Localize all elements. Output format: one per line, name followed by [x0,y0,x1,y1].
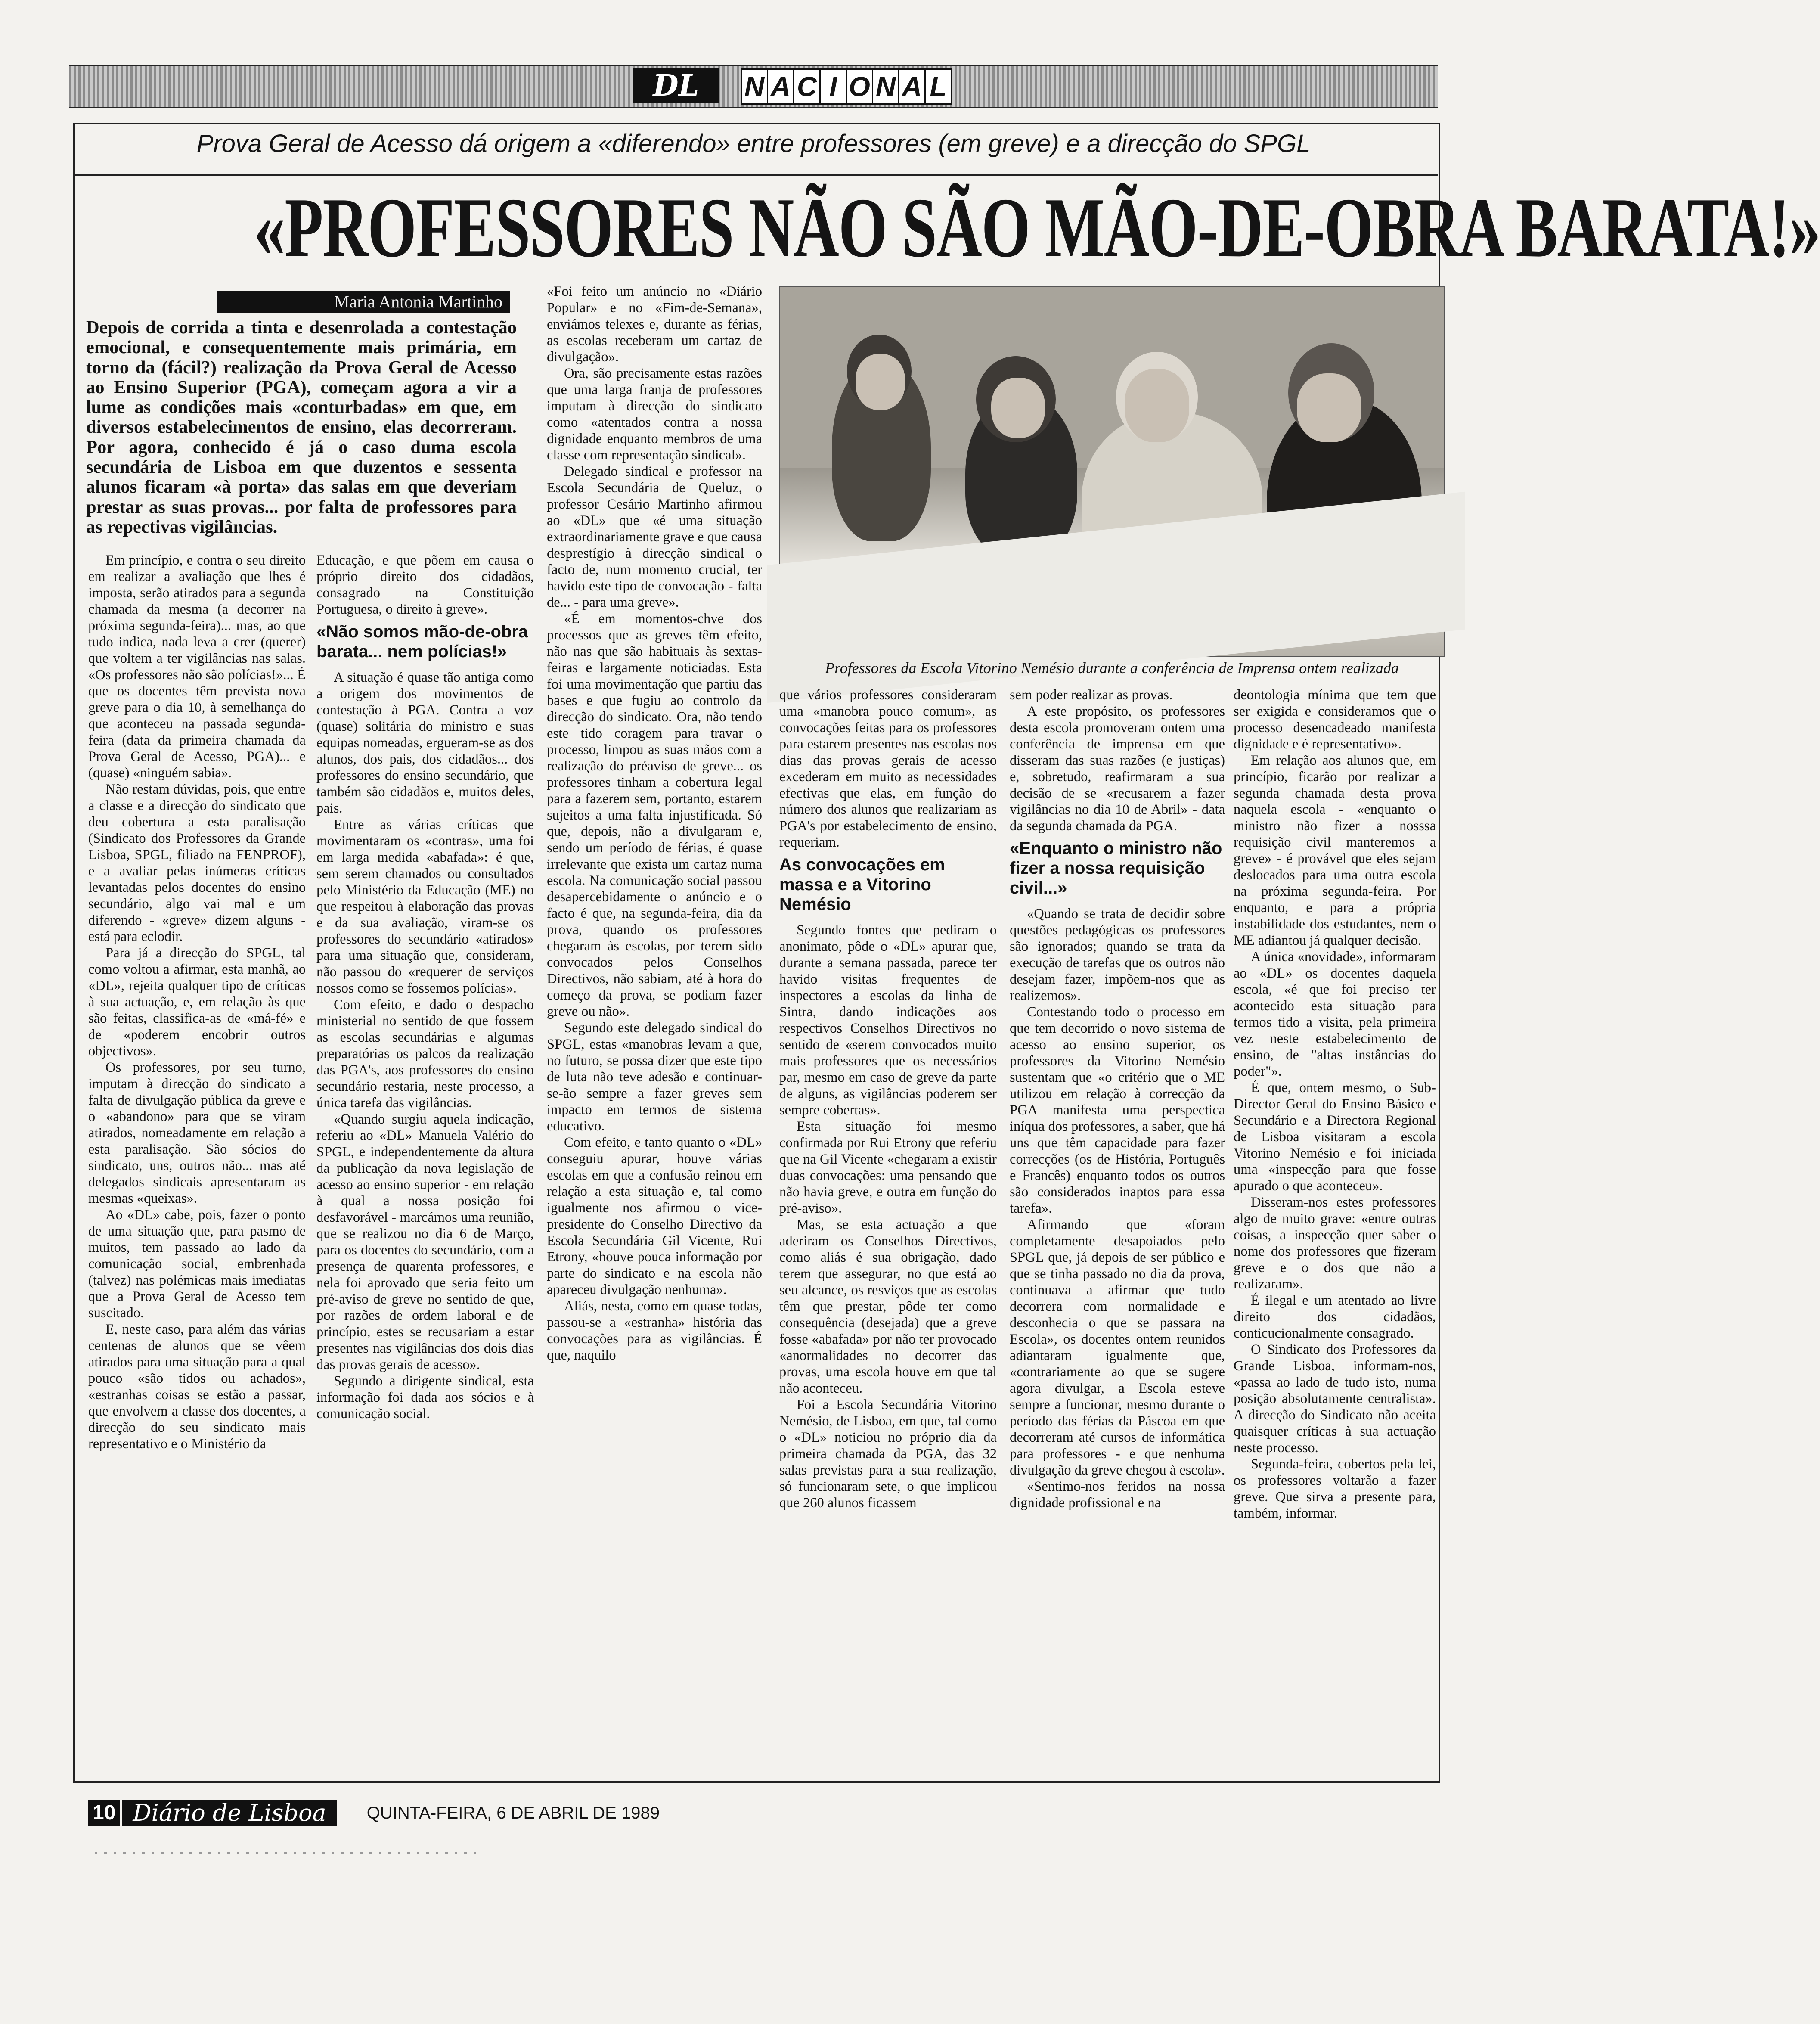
paragraph: É que, ontem mesmo, o Sub-Director Geral do Ensino Básico e Secundário e a Directora Regional de Lisboa visitaram a escola Vitorino Nemésio e foi iniciada uma «inspecção para que fosse apurado o que aconteceu». [1234,1080,1436,1194]
section-letter: N [872,68,899,105]
paragraph: Segundo a dirigente sindical, esta informação foi dada aos sócios e à comunicação social. [316,1373,534,1422]
subheading: «Não somos mão-de-obra barata... nem polícias!» [316,622,528,661]
section-letter: A [767,68,794,105]
article-column-2 [316,552,534,1422]
paragraph: É ilegal e um atentado ao livre direito dos cidadãos, conticucionalmente consagrado. [1234,1293,1436,1341]
section-letter: N [741,68,768,105]
paragraph: Contestando todo o processo em que tem decorrido o novo sistema de acesso ao ensino superior, os professores da Vitorino Nemésio sustentam que «o critério que o ME utilizou em relação à correcção da PGA manifesta uma perspectica iníqua dos professores, a saber, que há uns que têm capacidade para fazer correcções (os de História, Português e Francês) enquanto todos os outros são considerados inaptos para essa tarefa». [1010,1004,1225,1216]
paragraph: E, neste caso, para além das várias centenas de alunos que se vêem atirados para uma situação para a qual pouco «são tidos ou achados», «estranhas coisas se estão a passar, que envolvem a classe dos docentes, a direcção do seu sindicato mais representativo e o Ministério da [88,1322,306,1452]
section-letter: A [898,68,926,105]
paragraph: Entre as várias críticas que movimentaram os «contras», uma foi em larga medida «abafada»: é que, sem serem chamados ou consultados pelo Ministério da Educação (ME) no que respeitou à elaboração das provas e da sua avaliação, viram-se os professores do secundário «atirados» para uma situação que, consideram, não passou do «requerer de serviços nossos como se fossemos polícias». [316,817,534,996]
article-column-3 [547,283,762,1363]
section-label [741,68,951,103]
kicker-divider [75,174,1438,176]
section-header-band [69,65,1438,108]
section-letter: I [819,68,847,105]
paragraph: «Quando se trata de decidir sobre questões pedagógicas os professores são ignorados; quando se trata da execução de tarefas que os outros não desejam fazer, impõem-nos que as realizemos». [1010,906,1225,1003]
paragraph: A situação é quase tão antiga como a origem dos movimentos de contestação à PGA. Contra a voz (quase) solitária do ministro e suas equipas nomeadas, ergueram-se as dos alunos, dos pais, dos cidadãos... dos professores do ensino secundário, que também são cidadãos e, muitos deles, pais. [316,670,534,816]
paragraph: Ao «DL» cabe, pois, fazer o ponto de uma situação que, para pasmo de muitos, tem passado ao lado da comunicação social, embrenhada (talvez) nas polémicas mais imediatas que a Prova Geral de Acesso tem suscitado. [88,1207,306,1321]
section-letter: L [924,68,952,105]
paragraph: que vários professores consideraram uma «manobra pouco comum», as convocações feitas para os professores para estarem presentes nas escolas nos dias das provas gerais de acesso excederam em muito as necessidades efectivas que elas, em função do número dos alunos que realizariam as PGA's por estabelecimento de ensino, requeriam. [779,687,997,850]
paragraph: «Quando surgiu aquela indicação, referiu ao «DL» Manuela Valério do SPGL, e independentemente da altura da publicação da nova legislação de acesso ao ensino superior - em relação à qual a nossa posição foi desfavorável - marcámos uma reunião, que se realizou no dia 6 de Março, para os docentes do secundário, com a presença de quarenta professores, e nela foi aprovado que seria feito um pré-aviso de greve no sentido de que, por razões de ordem laboral e de princípio, estes se recusariam a estar presentes nas vigilâncias dos dois dias das provas gerais de acesso». [316,1111,534,1372]
paragraph: Mas, se esta actuação a que aderiram os Conselhos Directivos, como aliás é sua obrigação, dado terem que assegurar, no que está ao seu alcance, os resviços que as escolas têm que prestar, pôde ter como consequência (desejada) que a greve fosse «abafada» por não ter provocado «anormalidades no decorrer das provas, uma escola houve em que tal não aconteceu. [779,1217,997,1396]
paragraph: Esta situação foi mesmo confirmada por Rui Etrony que referiu que na Gil Vicente «chegaram a existir duas convocações: uma pensando que não havia greve, e outra em função do pré-aviso». [779,1119,997,1216]
paragraph: Educação, e que põem em causa o próprio direito dos cidadãos, consagrado na Constituição Portuguesa, o direito à greve». [316,553,534,617]
paragraph: Não restam dúvidas, pois, que entre a classe e a direcção do sindicato que deu cobertura a esta paralisação (Sindicato dos Professores da Grande Lisboa, SPGL, filiado na FENPROF), e a avaliar pelas inúmeras críticas levantadas pelos docentes do ensino secundário, algo vai mal e um diferendo - «greve» dizem alguns - está para eclodir. [88,782,306,944]
subheading: As convocações em massa e a Vitorino Nemésio [779,855,945,914]
paragraph: Segundo fontes que pediram o anonimato, pôde o «DL» apurar que, durante a semana passada, parece ter havido visitas frequentes de inspectores a escolas da linha de Sintra, dando indicações aos respectivos Conselhos Directivos no sentido de «serem convocados muito mais professores que os necessários par, mesmo em caso de greve da parte de alguns, as vigilâncias poderem ser sempre cobertas». [779,922,997,1118]
paragraph: deontologia mínima que tem que ser exigida e consideramos que o processo desencadeado manifesta dignidade e é representativo». [1234,687,1436,752]
photo-face [1297,373,1361,442]
section-letter: C [793,68,821,105]
paragraph: Para já a direcção do SPGL, tal como voltou a afirmar, esta manhã, ao «DL», rejeita qualquer tipo de críticas à sua actuação, e, em relação às que são feitas, classifica-as de «má-fé» e de «poderem encobrir outros objectivos». [88,945,306,1059]
paragraph: Ora, são precisamente estas razões que uma larga franja de professores imputam à direcção do sindicato como «atentados contra a nossa dignidade enquanto membros de uma classe com representação sindical». [547,366,762,463]
paragraph: Segunda-feira, cobertos pela lei, os professores voltarão a fazer greve. Que sirva a presente para, também, informar. [1234,1456,1436,1521]
paragraph: Segundo este delegado sindical do SPGL, estas «manobras levam a que, no futuro, se possa dizer que este tipo de luta não teve adesão e continuar-se-ão sempre a fazer greves sem impacto em termos de sistema educativo. [547,1020,762,1134]
paragraph: Disseram-nos estes professores algo de muito grave: «entre outras coisas, a inspecção quer saber o nome dos professores que fizeram greve e o dos que não a realizaram». [1234,1195,1436,1292]
article-column-1 [88,552,306,1452]
photo-caption: Professores da Escola Vitorino Nemésio durante a conferência de Imprensa ontem realizada [825,659,1399,677]
paragraph: Em princípio, e contra o seu direito em realizar a avaliação que lhes é imposta, serão atirados para a segunda chamada da mesma (a decorrer na próxima segunda-feira)... mas, ao que tudo indica, nada leva a crer (querer) que voltem a ter vigilâncias nas salas. «Os professores não são polícias!»... É que os docentes têm prevista nova greve para o dia 10, à semelhança do que aconteceu na passada segunda-feira (data da primeira chamada da Prova Geral de Acesso, PGA)... e (quase) «ninguém sabia». [88,553,306,781]
paragraph: «Sentimo-nos feridos na nossa dignidade profissional e na [1010,1479,1225,1511]
photo-face [1125,369,1189,442]
section-letter: O [846,68,873,105]
article-column-4 [779,687,997,1511]
issue-date: QUINTA-FEIRA, 6 DE ABRIL DE 1989 [366,1803,660,1822]
article-column-6 [1234,687,1436,1521]
page-footer [88,1800,660,1826]
paragraph: Em relação aos alunos que, em princípio, ficarão por realizar a segunda chamada desta prova naquela escola - «enquanto o ministro não fizer a nosssa requisição civil manteremos a greve» - é provável que eles sejam deslocados para uma outra escola na próxima segunda-feira. Por enquanto, e para a própria instabilidade dos estudantes, nem o ME adiantou já qualquer decisão. [1234,753,1436,948]
article-lead: Depois de corrida a tinta e desenrolada a contestação emocional, e consequentemente mais primária, em torno da (fácil?) realização da Prova Geral de Acesso ao Ensino Superior (PGA), começam agora a vir a lume as condições mais «conturbadas» em que, em diversos estabelecimentos de ensino, elas decorreram. Por agora, conhecido é já o caso duma escola secundária de Lisboa em que duzentos e sessenta alunos ficaram «à porta» das salas em que deveriam prestar as suas provas... por falta de professores para as repectivas vigilâncias. [86,317,517,537]
paragraph: «É em momentos-chve dos processos que as greves têm efeito, não nas que são habituais às sextas-feiras e largamente noticiadas. Esta foi uma movimentação que partiu das bases e que fugiu ao controlo da direcção do sindicato. Ora, não tendo este tido coragem para travar o processo, limpou as suas mãos com a realização do préaviso de greve... os professores tinham a cobertura legal para a fazerem sem, portanto, estarem sujeitos a uma falta injustificada. Só que, depois, não a divulgaram e, sendo um período de férias, é quase irrelevante que exista um cartaz numa escola. Na comunicação social passou desapercebidamente o anúncio e o facto é que, na segunda-feira, dia da prova, quando os professores chegaram às escolas, por terem sido convocados pelos Conselhos Directivos, não sabiam, até à hora do começo da prova, se podiam fazer greve ou não». [547,611,762,1019]
article-column-5 [1010,687,1225,1511]
photo-face [856,354,905,410]
article-byline: Maria Antonia Martinho [217,291,510,313]
paragraph: Aliás, nesta, como em quase todas, passou-se a «estranha» história das convocações para as vigilâncias. É que, naquilo [547,1298,762,1363]
article-kicker: Prova Geral de Acesso dá origem a «diferendo» entre professores (em greve) e a direcção do SPGL [196,130,1311,158]
paragraph: Com efeito, e tanto quanto o «DL» conseguiu apurar, houve várias escolas em que a confusão reinou em relação a esta situação e, tal como igualmente nos afirmou o vice-presidente do Conselho Directivo da Escola Secundária Gil Vicente, Rui Etrony, «houve pouca informação por parte do sindicato e na escola não apareceu divulgação nenhuma». [547,1135,762,1298]
paragraph: Com efeito, e dado o despacho ministerial no sentido de que fossem as escolas secundárias e algumas preparatórias os palcos da realização das PGA's, aos professores do ensino secundário restaria, neste processo, a única tarefa das vigilâncias. [316,997,534,1111]
paragraph: «Foi feito um anúncio no «Diário Popular» e no «Fim-de-Semana», enviámos telexes e, durante as férias, as escolas receberam um cartaz de divulgação». [547,284,762,365]
paragraph: Afirmando que «foram completamente desapoiados pelo SPGL que, já depois de ser público e que se tinha passado no dia da prova, continuava a afirmar que tudo decorrera com normalidade e desconhecia o que se passara na Escola», os docentes ontem reunidos adiantaram igualmente que, «contrariamente ao que se sugere agora divulgar, a Escola esteve sempre a funcionar, mesmo durante o período das férias da Páscoa em que decorreram até cursos de informática para professores - e que nenhuma divulgação da greve chegou à escola». [1010,1217,1225,1478]
page-number: 10 [88,1800,120,1826]
paragraph: Delegado sindical e professor na Escola Secundária de Queluz, o professor Cesário Martinho afirmou ao «DL» que «é uma situação extraordinariamente grave e que causa desprestígio à direcção sindical o facto de, num momento crucial, ter havido este tipo de convocação - falta de... - para uma greve». [547,464,762,610]
paragraph: sem poder realizar as provas. [1010,687,1173,703]
paper-logo: DL [633,68,719,103]
photo-face [991,378,1045,438]
press-conference-photo [779,286,1445,657]
paragraph: A este propósito, os professores desta escola promoveram ontem uma conferência de imprensa em que disseram das suas razões (e justiças) e, sobretudo, reafirmaram a sua decisão de se «recusarem a fazer vigilâncias no dia 10 de Abril» - data da segunda chamada da PGA. [1010,704,1225,834]
subheading: «Enquanto o ministro não fizer a nossa requisição civil...» [1010,839,1222,897]
paragraph: O Sindicato dos Professores da Grande Lisboa, informam-nos, «passa ao lado de tudo isto, numa posição absolutamente centralista». A direcção do Sindicato não aceita quaisquer críticas à sua actuação neste processo. [1234,1342,1436,1456]
paragraph: A única «novidade», informaram ao «DL» os docentes daquela escola, «é que foi preciso ter acontecido esta situação para termos tido a visita, pela primeira vez neste estabelecimento de ensino, de "altas instâncias do poder"». [1234,949,1436,1079]
paragraph: Foi a Escola Secundária Vitorino Nemésio, de Lisboa, em que, tal como o «DL» noticiou no próprio dia da primeira chamada da PGA, das 32 salas previstas para a sua realização, só funcionaram sete, o que implicou que 260 alunos ficassem [779,1397,997,1511]
footer-dotted-rule [95,1852,482,1854]
article-headline: «PROFESSORES NÃO SÃO MÃO-DE-OBRA BARATA!» [254,180,1820,275]
paper-name: Diário de Lisboa [122,1800,336,1826]
paragraph: Os professores, por seu turno, imputam à direcção do sindicato a falta de divulgação pública da greve e o «abandono» para que se viram atirados, nomeadamente em relação a esta paralisação. São sócios do sindicato, uns, outros não... mas até delegados sindicais apresentaram as mesmas «queixas». [88,1060,306,1206]
